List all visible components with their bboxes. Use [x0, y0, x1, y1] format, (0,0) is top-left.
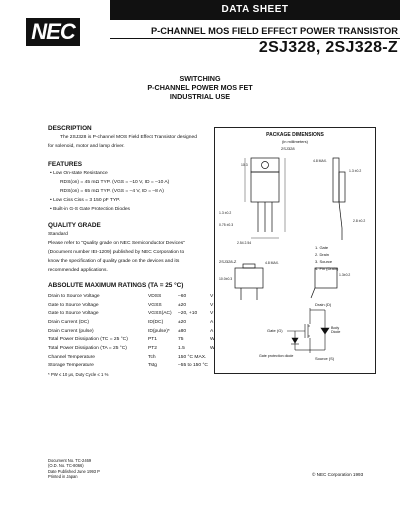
dimension-label: 2.8 ±0.2	[353, 219, 366, 223]
rating-param: Total Power Dissipation (TC = 25 °C)	[48, 337, 128, 343]
rating-symbol: VDSS	[148, 293, 162, 299]
gate-label: Gate (G)	[267, 328, 283, 333]
rating-value: 150 °C MAX.	[178, 354, 207, 360]
footer-line: Date Published June 1993 P	[48, 468, 100, 474]
feature-item: • Low Ciss Ciss = 3 150 pF TYP.	[50, 198, 121, 203]
to220-outline	[245, 158, 285, 238]
dimension-label: 10.3	[241, 163, 248, 167]
table-row	[48, 362, 220, 371]
quality-line: recommended applications.	[48, 268, 108, 273]
dimension-label: 4.8 MAX.	[313, 159, 327, 163]
subtitle-switching: SWITCHING	[179, 74, 221, 83]
rating-param: Gate to Source Voltage	[48, 302, 99, 308]
rating-value: –55 to 150 °C	[178, 363, 208, 369]
rating-value: –20, +10	[178, 311, 198, 317]
rating-param: Total Power Dissipation (TA = 25 °C)	[48, 345, 127, 351]
subtitle-type: P-CHANNEL POWER MOS FET	[147, 83, 253, 92]
rating-symbol: VGSS	[148, 302, 162, 308]
rating-unit: W	[210, 345, 215, 351]
rating-param: Drain Current (DC)	[48, 319, 90, 325]
part-numbers: 2SJ328, 2SJ328-Z	[258, 39, 398, 56]
footer-document-info	[48, 458, 100, 480]
data-sheet-banner: DATA SHEET	[110, 0, 400, 20]
table-row	[48, 327, 220, 336]
footer-line: Printed in Japan	[48, 474, 78, 480]
rating-unit: V	[210, 302, 214, 308]
rating-value: ±20	[178, 302, 187, 308]
quality-heading: QUALITY GRADE	[48, 222, 101, 229]
rating-param: Channel Temperature	[48, 354, 95, 360]
pin-item: 2. Drain	[315, 252, 330, 257]
rating-value: 1.5	[178, 345, 185, 351]
rating-param: Drain Current (pulse)	[48, 328, 94, 334]
rating-symbol: ID(DC)	[148, 319, 164, 325]
package-title: PACKAGE DIMENSIONS	[266, 132, 324, 138]
dimension-label: 0.75 ±0.3	[219, 223, 234, 227]
ratings-heading: ABSOLUTE MAXIMUM RATINGS (TA = 25 °C)	[48, 282, 184, 289]
rating-unit: W	[210, 337, 215, 343]
dimension-label: 10.0±0.3	[219, 277, 233, 281]
package-drawing	[215, 128, 375, 373]
quality-line: know the specification of quality grade on the devices and its	[48, 259, 180, 264]
quality-line: (Document number IEI-1209) published by NEC Corporation to	[48, 250, 185, 255]
rating-symbol: VGSS(AC)	[148, 311, 172, 317]
dimension-label: 4.8 MAX.	[265, 261, 279, 265]
rating-unit: V	[210, 311, 214, 317]
footer-line: (O.D. No. TC-8066)	[48, 463, 84, 469]
dimension-label: 1.3 ±0.2	[219, 211, 232, 215]
rating-symbol: Tch	[148, 354, 156, 360]
rating-param: Drain to Source Voltage	[48, 293, 100, 299]
rating-symbol: PT1	[148, 337, 157, 343]
ratings-footnote: * PW ≤ 10 μs, Duty Cycle ≤ 1 %	[48, 372, 109, 377]
description-line: The 2SJ328 is P-channel MOS Field Effect Transistor designed	[60, 135, 197, 140]
feature-item: RDS(on) = 65 mΩ TYP. (VGS = –4 V, ID = –8 A)	[60, 189, 164, 194]
rating-value: ±80	[178, 328, 187, 334]
package-unit: (in millimeters)	[282, 139, 308, 144]
dimension-label: 1.3 ±0.2	[349, 169, 362, 173]
feature-item: • Low On-state Resistance	[50, 171, 108, 176]
dimension-label: 1.3±0.2	[339, 273, 351, 277]
package-label-z: 2SJ328-Z	[219, 259, 237, 264]
pin-item: 4. Fin (Drain)	[315, 266, 339, 271]
table-row	[48, 335, 220, 344]
table-row	[48, 344, 220, 353]
feature-item: RDS(on) = 45 mΩ TYP. (VGS = –10 V, ID = –10 A)	[60, 180, 170, 185]
pin-list	[315, 244, 338, 272]
description-line: for solenoid, motor and lamp driver.	[48, 144, 125, 149]
equivalent-circuit	[287, 308, 329, 353]
rating-unit: A	[210, 319, 214, 325]
table-row	[48, 353, 220, 362]
quality-grade: Standard	[48, 232, 68, 237]
copyright: © NEC Corporation 1993	[312, 472, 364, 477]
to220-side-view	[333, 158, 345, 240]
rating-unit: V	[210, 293, 214, 299]
rating-value: 75	[178, 337, 184, 343]
package-dimensions-box	[214, 127, 376, 374]
pin-item: 1. Gate	[315, 245, 329, 250]
rating-unit: A	[210, 328, 214, 334]
footer-line: Document No. TC-2469	[48, 458, 92, 463]
feature-item: • Built-in G-S Gate Protection Diodes	[50, 207, 130, 212]
product-category: P-CHANNEL MOS FIELD EFFECT POWER TRANSISTOR	[150, 26, 398, 36]
rating-param: Gate to Source Voltage	[48, 311, 99, 317]
features-heading: FEATURES	[48, 161, 82, 168]
description-heading: DESCRIPTION	[48, 125, 92, 132]
rating-value: –60	[178, 293, 187, 299]
body-diode-label: Body Diode	[331, 326, 341, 334]
gate-protection-label: Gate protection diode	[259, 354, 294, 358]
rating-symbol: ID(pulse)*	[148, 328, 170, 334]
rating-symbol: Tstg	[148, 363, 157, 369]
pin-item: 3. Source	[315, 259, 333, 264]
rating-symbol: PT2	[148, 345, 157, 351]
ratings-table	[48, 292, 220, 370]
table-row	[48, 318, 220, 327]
rating-param: Storage Temperature	[48, 363, 94, 369]
package-label-to220: 2SJ328	[281, 146, 295, 151]
table-row	[48, 309, 220, 318]
subtitle-use: INDUSTRIAL USE	[169, 92, 231, 101]
source-label: Source (S)	[315, 356, 335, 361]
rating-value: ±20	[178, 319, 187, 325]
table-row	[48, 301, 220, 310]
table-row	[48, 292, 220, 301]
nec-logo: NEC	[26, 18, 80, 46]
dimension-label: 2.54 2.54	[237, 241, 252, 245]
drain-label: Drain (D)	[315, 302, 332, 307]
quality-line: Please refer to "Quality grade on NEC Semiconductor Devices"	[48, 241, 185, 246]
